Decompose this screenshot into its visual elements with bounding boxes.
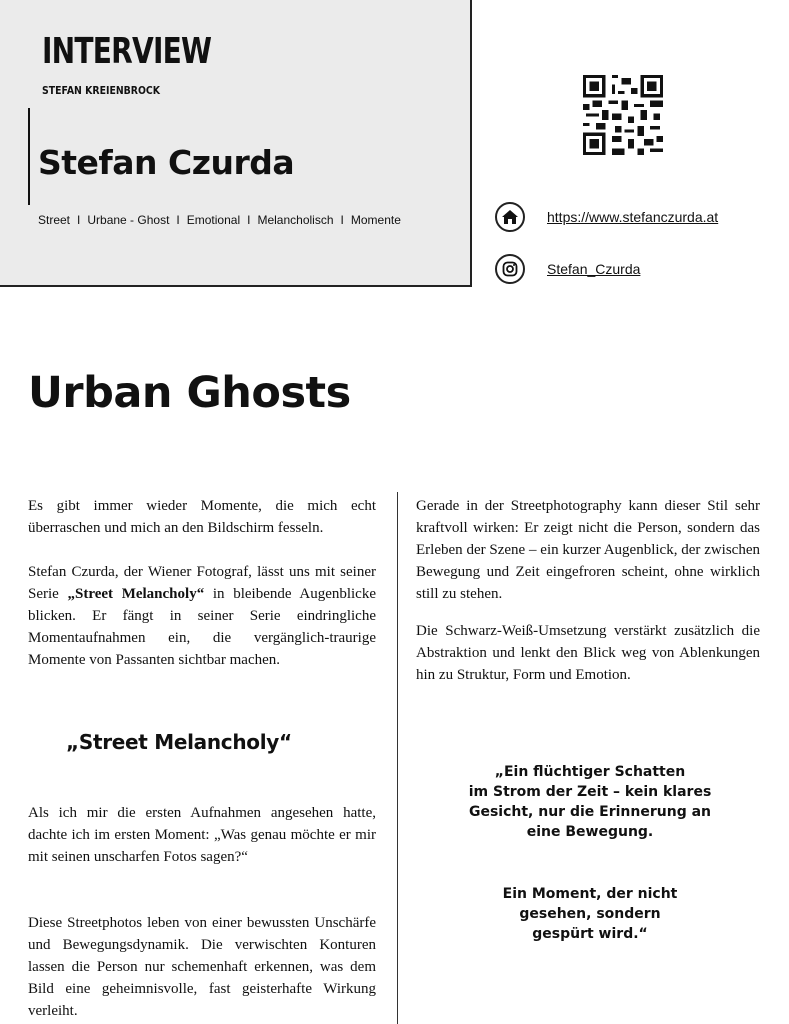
tag: Momente: [350, 213, 401, 227]
header-panel: [0, 0, 472, 287]
tag: Emotional: [186, 213, 241, 227]
right-paragraph-2: Die Schwarz-Weiß-Umsetzung verstärkt zusätzlich die Abstraktion und lenkt den Blick weg von Ablenkungen hin zu Struktur, Form und Emotion.: [416, 623, 760, 683]
instagram-link-row[interactable]: [495, 254, 640, 284]
home-icon[interactable]: [495, 202, 525, 232]
tag-separator: I: [77, 213, 81, 227]
quote-line: gespürt wird.“: [532, 926, 648, 942]
interview-kicker: INTERVIEW: [42, 31, 212, 72]
website-link[interactable]: https://www.stefanczurda.at: [547, 209, 719, 225]
quote-line: im Strom der Zeit – kein klares: [468, 784, 712, 800]
text-run: Stefan Czurda, der Wiener Fotograf, lässt uns mit seiner Serie: [28, 564, 376, 602]
tag: Street: [38, 213, 71, 227]
header-accent-line: [28, 108, 30, 205]
tag-separator: I: [340, 213, 344, 227]
left-paragraph-2: [28, 561, 376, 671]
right-paragraph-1: Gerade in der Streetphotography kann dieser Stil sehr kraftvoll wirken: Er zeigt nicht die Person, sondern das Erleben der Szene – ein kurzer Augenblick, der zwischen Bewegung und Zeit eingefroren scheint, ohne wirklich still zu stehen.: [416, 498, 760, 602]
website-link-row[interactable]: [495, 202, 718, 232]
tag-separator: I: [247, 213, 251, 227]
section-heading: „Street Melancholy“: [66, 730, 292, 754]
instagram-link[interactable]: Stefan_Czurda: [547, 261, 641, 277]
pull-quote-1: [420, 762, 760, 842]
qr-code-icon[interactable]: [583, 75, 663, 155]
column-divider: [397, 492, 398, 1024]
quote-line: Gesicht, nur die Erinnerung an: [468, 804, 711, 820]
series-name: „Street Melancholy“: [67, 586, 205, 602]
left-paragraph-4: Diese Streetphotos leben von einer bewussten Unschärfe und Bewegungsdynamik. Die verwischten Konturen lassen die Person nur schemenhaft erkennen, was dem Bild eine geheimnisvolle, fast geisterhafte Wirkung verleiht.: [28, 915, 376, 1019]
tag: Urbane - Ghost: [87, 213, 170, 227]
quote-line: eine Bewegung.: [526, 824, 654, 840]
text-run: in bleibende Augenblicke blicken. Er fängt in seiner Serie eindringliche Momentaufnahmen ein, die vergänglich-traurige Momente von Passanten sichtbar machen.: [28, 586, 376, 668]
tag: Melancholisch: [257, 213, 334, 227]
left-paragraph-3: Als ich mir die ersten Aufnahmen angesehen hatte, dachte ich im ersten Moment: „Was genau möchte er mir mit seinen unscharfen Fotos sagen?“: [28, 805, 376, 865]
instagram-icon[interactable]: [495, 254, 525, 284]
tag-list: [38, 213, 401, 227]
tag-separator: I: [176, 213, 180, 227]
quote-line: Ein Moment, der nicht: [502, 886, 678, 902]
subject-name: Stefan Czurda: [38, 143, 295, 182]
article-title: Urban Ghosts: [28, 368, 351, 418]
left-paragraph-1: Es gibt immer wieder Momente, die mich echt überraschen und mich an den Bildschirm fesseln.: [28, 498, 376, 536]
quote-line: „Ein flüchtiger Schatten: [494, 764, 686, 780]
pull-quote-2: [420, 884, 760, 944]
quote-line: gesehen, sondern: [519, 906, 661, 922]
author-name: STEFAN KREIENBROCK: [42, 84, 161, 97]
